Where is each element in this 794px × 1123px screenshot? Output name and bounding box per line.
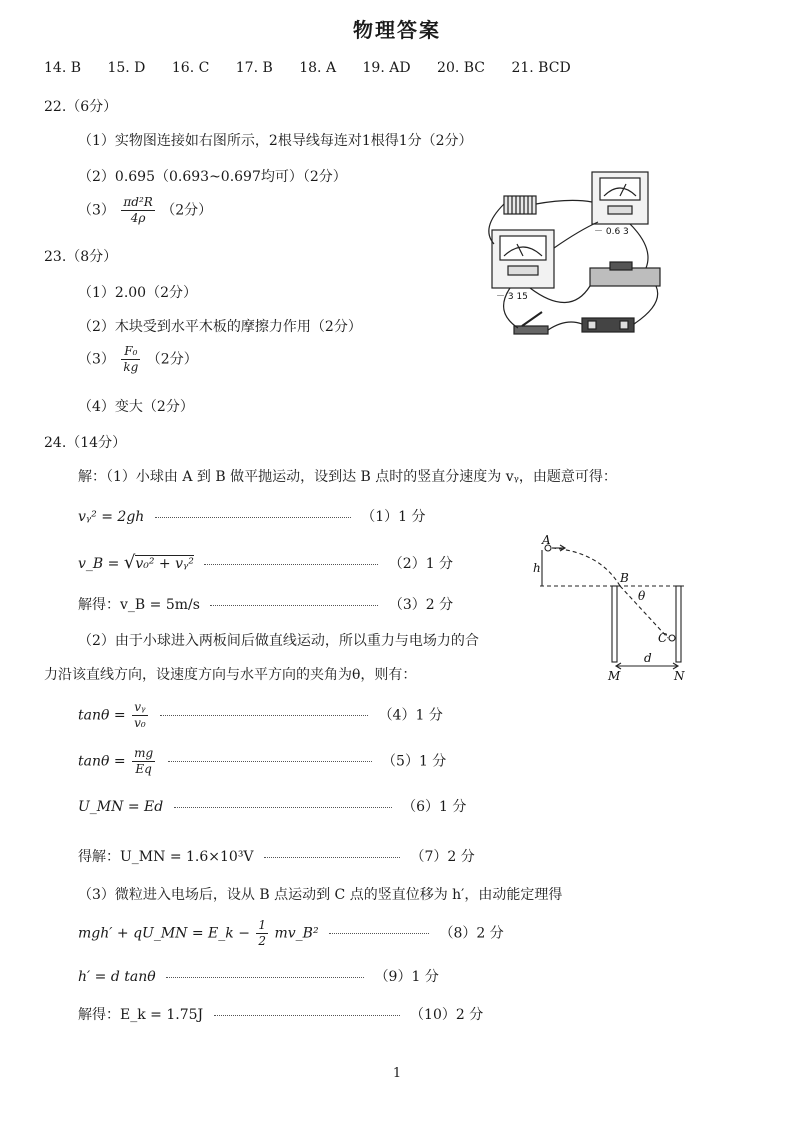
q24-part-3: （3）微粒进入电场后，设从 B 点运动到 C 点的竖直位移为 h′，由动能定理得 [78, 887, 563, 903]
mc-answer: 19. AD [362, 60, 411, 76]
q24-mark-10: （10）2 分 [410, 1007, 484, 1023]
q24-eq-7 [78, 846, 475, 866]
q22-line-3-prefix: （3） [78, 202, 115, 219]
q24-mark-3: （3）2 分 [388, 597, 454, 613]
q24-formula-2-root: v₀² + vᵧ² [135, 556, 194, 572]
q23-header: 23.（8分） [44, 249, 118, 265]
q24-part-2-line-a: （2）由于小球进入两板间后做直线运动，所以重力与电场力的合 [78, 633, 479, 649]
mc-answer-row [44, 60, 593, 76]
q24-mark-4: （4）1 分 [378, 707, 443, 724]
q24-eq-6 [78, 796, 466, 816]
dot-leader [329, 933, 429, 934]
q24-mark-8: （8）2 分 [439, 925, 504, 942]
q24-formula-8-denominator: 2 [258, 934, 267, 948]
label-n: N [674, 669, 685, 683]
trajectory-diagram [530, 534, 700, 684]
label-c: C [658, 631, 668, 645]
label-theta: θ [638, 589, 646, 603]
q23-line-3 [78, 344, 198, 375]
dot-leader [166, 977, 364, 978]
q24-header: 24.（14分） [44, 435, 127, 451]
q24-formula-2-left: v_B = [78, 556, 120, 572]
sqrt-symbol: √ [123, 552, 136, 573]
switch [514, 326, 548, 334]
q24-mark-6: （6）1 分 [402, 799, 467, 815]
q22-fraction-numerator: πd²R [123, 195, 153, 209]
q23-line-3-prefix: （3） [78, 351, 115, 368]
q22-line-2: （2）0.695（0.693~0.697均可）（2分） [78, 169, 347, 185]
q23-line-1: （1）2.00（2分） [78, 285, 197, 301]
label-h: h [533, 561, 541, 575]
plate-m [612, 586, 617, 662]
q22-fraction-denominator: 4ρ [130, 211, 146, 225]
mc-answer: 15. D [107, 60, 146, 76]
q24-intro: 解：（1）小球由 A 到 B 做平抛运动，设到达 B 点时的竖直分速度为 vᵧ，由题意可得： [78, 469, 617, 485]
q24-mark-7: （7）2 分 [410, 849, 475, 865]
mc-answer: 21. BCD [511, 60, 571, 76]
q22-line-3-suffix: （2分） [161, 202, 213, 219]
q24-formula-8-right: mv_B² [274, 925, 319, 942]
q24-formula-4-fraction [132, 700, 148, 731]
q24-formula-5-fraction [132, 746, 155, 777]
q24-formula-8-numerator: 1 [258, 918, 267, 932]
voltmeter-range-label: － 3 15 [496, 292, 528, 302]
q23-line-2: （2）木块受到水平木板的摩擦力作用（2分） [78, 319, 362, 335]
q24-formula-4-left: tanθ = [78, 707, 126, 724]
mc-answer: 18. A [299, 60, 337, 76]
q24-eq-10 [78, 1004, 483, 1024]
q24-eq-1 [78, 506, 425, 526]
q24-eq-5 [78, 746, 446, 777]
mc-answer: 14. B [44, 60, 82, 76]
q24-formula-7: 得解：U_MN = 1.6×10³V [78, 849, 254, 865]
q22-fraction [121, 195, 154, 226]
q22-line-3 [78, 195, 212, 226]
dot-leader [214, 1015, 400, 1016]
q24-formula-10: 解得：E_k = 1.75J [78, 1007, 204, 1023]
ammeter-range-label: － 0.6 3 [594, 227, 629, 237]
q24-eq-2 [78, 552, 453, 573]
dot-leader [264, 857, 400, 858]
q24-eq-4 [78, 700, 443, 731]
dot-leader [168, 761, 372, 762]
q24-mark-2: （2）1 分 [388, 556, 454, 572]
page-number: 1 [392, 1066, 402, 1081]
q24-formula-4-numerator: vᵧ [132, 700, 148, 716]
q24-formula-4-denominator: v₀ [134, 716, 146, 730]
ball-at-c [669, 635, 675, 641]
q23-line-3-suffix: （2分） [146, 351, 198, 368]
q24-formula-1: vᵧ² = 2gh [78, 509, 145, 525]
q22-header: 22.（6分） [44, 99, 118, 115]
q24-formula-5-left: tanθ = [78, 753, 126, 770]
label-a: A [542, 534, 551, 547]
dot-leader [160, 715, 368, 716]
q23-fraction-denominator: kg [123, 360, 139, 374]
parabolic-trajectory [552, 548, 620, 586]
rheostat [590, 268, 660, 286]
circuit-diagram [470, 168, 670, 348]
q24-formula-6: U_MN = Ed [78, 799, 164, 815]
q24-eq-9 [78, 966, 439, 986]
dot-leader [204, 564, 378, 565]
q24-formula-3: 解得：v_B = 5m/s [78, 597, 200, 613]
label-d: d [644, 651, 652, 665]
page-title: 物理答案 [353, 18, 441, 42]
q24-part-2-line-b: 力沿该直线方向，设速度方向与水平方向的夹角为θ，则有： [44, 667, 417, 683]
q24-formula-8-fraction [256, 918, 268, 949]
q24-mark-1: （1）1 分 [361, 509, 426, 525]
q24-eq-3 [78, 594, 453, 614]
q24-formula-5-denominator: Eq [135, 762, 152, 776]
q24-eq-8 [78, 918, 504, 949]
mc-answer: 16. C [171, 60, 210, 76]
q23-fraction-numerator: F₀ [121, 344, 140, 360]
q22-line-1: （1）实物图连接如右图所示，2根导线每连对1根得1分（2分） [78, 133, 473, 149]
q24-formula-9: h′ = d tanθ [78, 969, 156, 985]
label-b: B [620, 571, 629, 585]
dot-leader [155, 517, 351, 518]
label-m: M [608, 669, 621, 683]
dot-leader [210, 605, 378, 606]
q23-line-4: （4）变大（2分） [78, 399, 194, 415]
q23-fraction [121, 344, 140, 375]
q24-mark-5: （5）1 分 [382, 753, 447, 770]
q24-mark-9: （9）1 分 [374, 969, 439, 985]
mc-answer: 17. B [235, 60, 273, 76]
mc-answer: 20. BC [437, 60, 486, 76]
plate-n [676, 586, 681, 662]
q24-formula-8-left: mgh′ + qU_MN = E_k − [78, 925, 250, 942]
q24-formula-5-numerator: mg [134, 746, 154, 760]
dot-leader [174, 807, 392, 808]
